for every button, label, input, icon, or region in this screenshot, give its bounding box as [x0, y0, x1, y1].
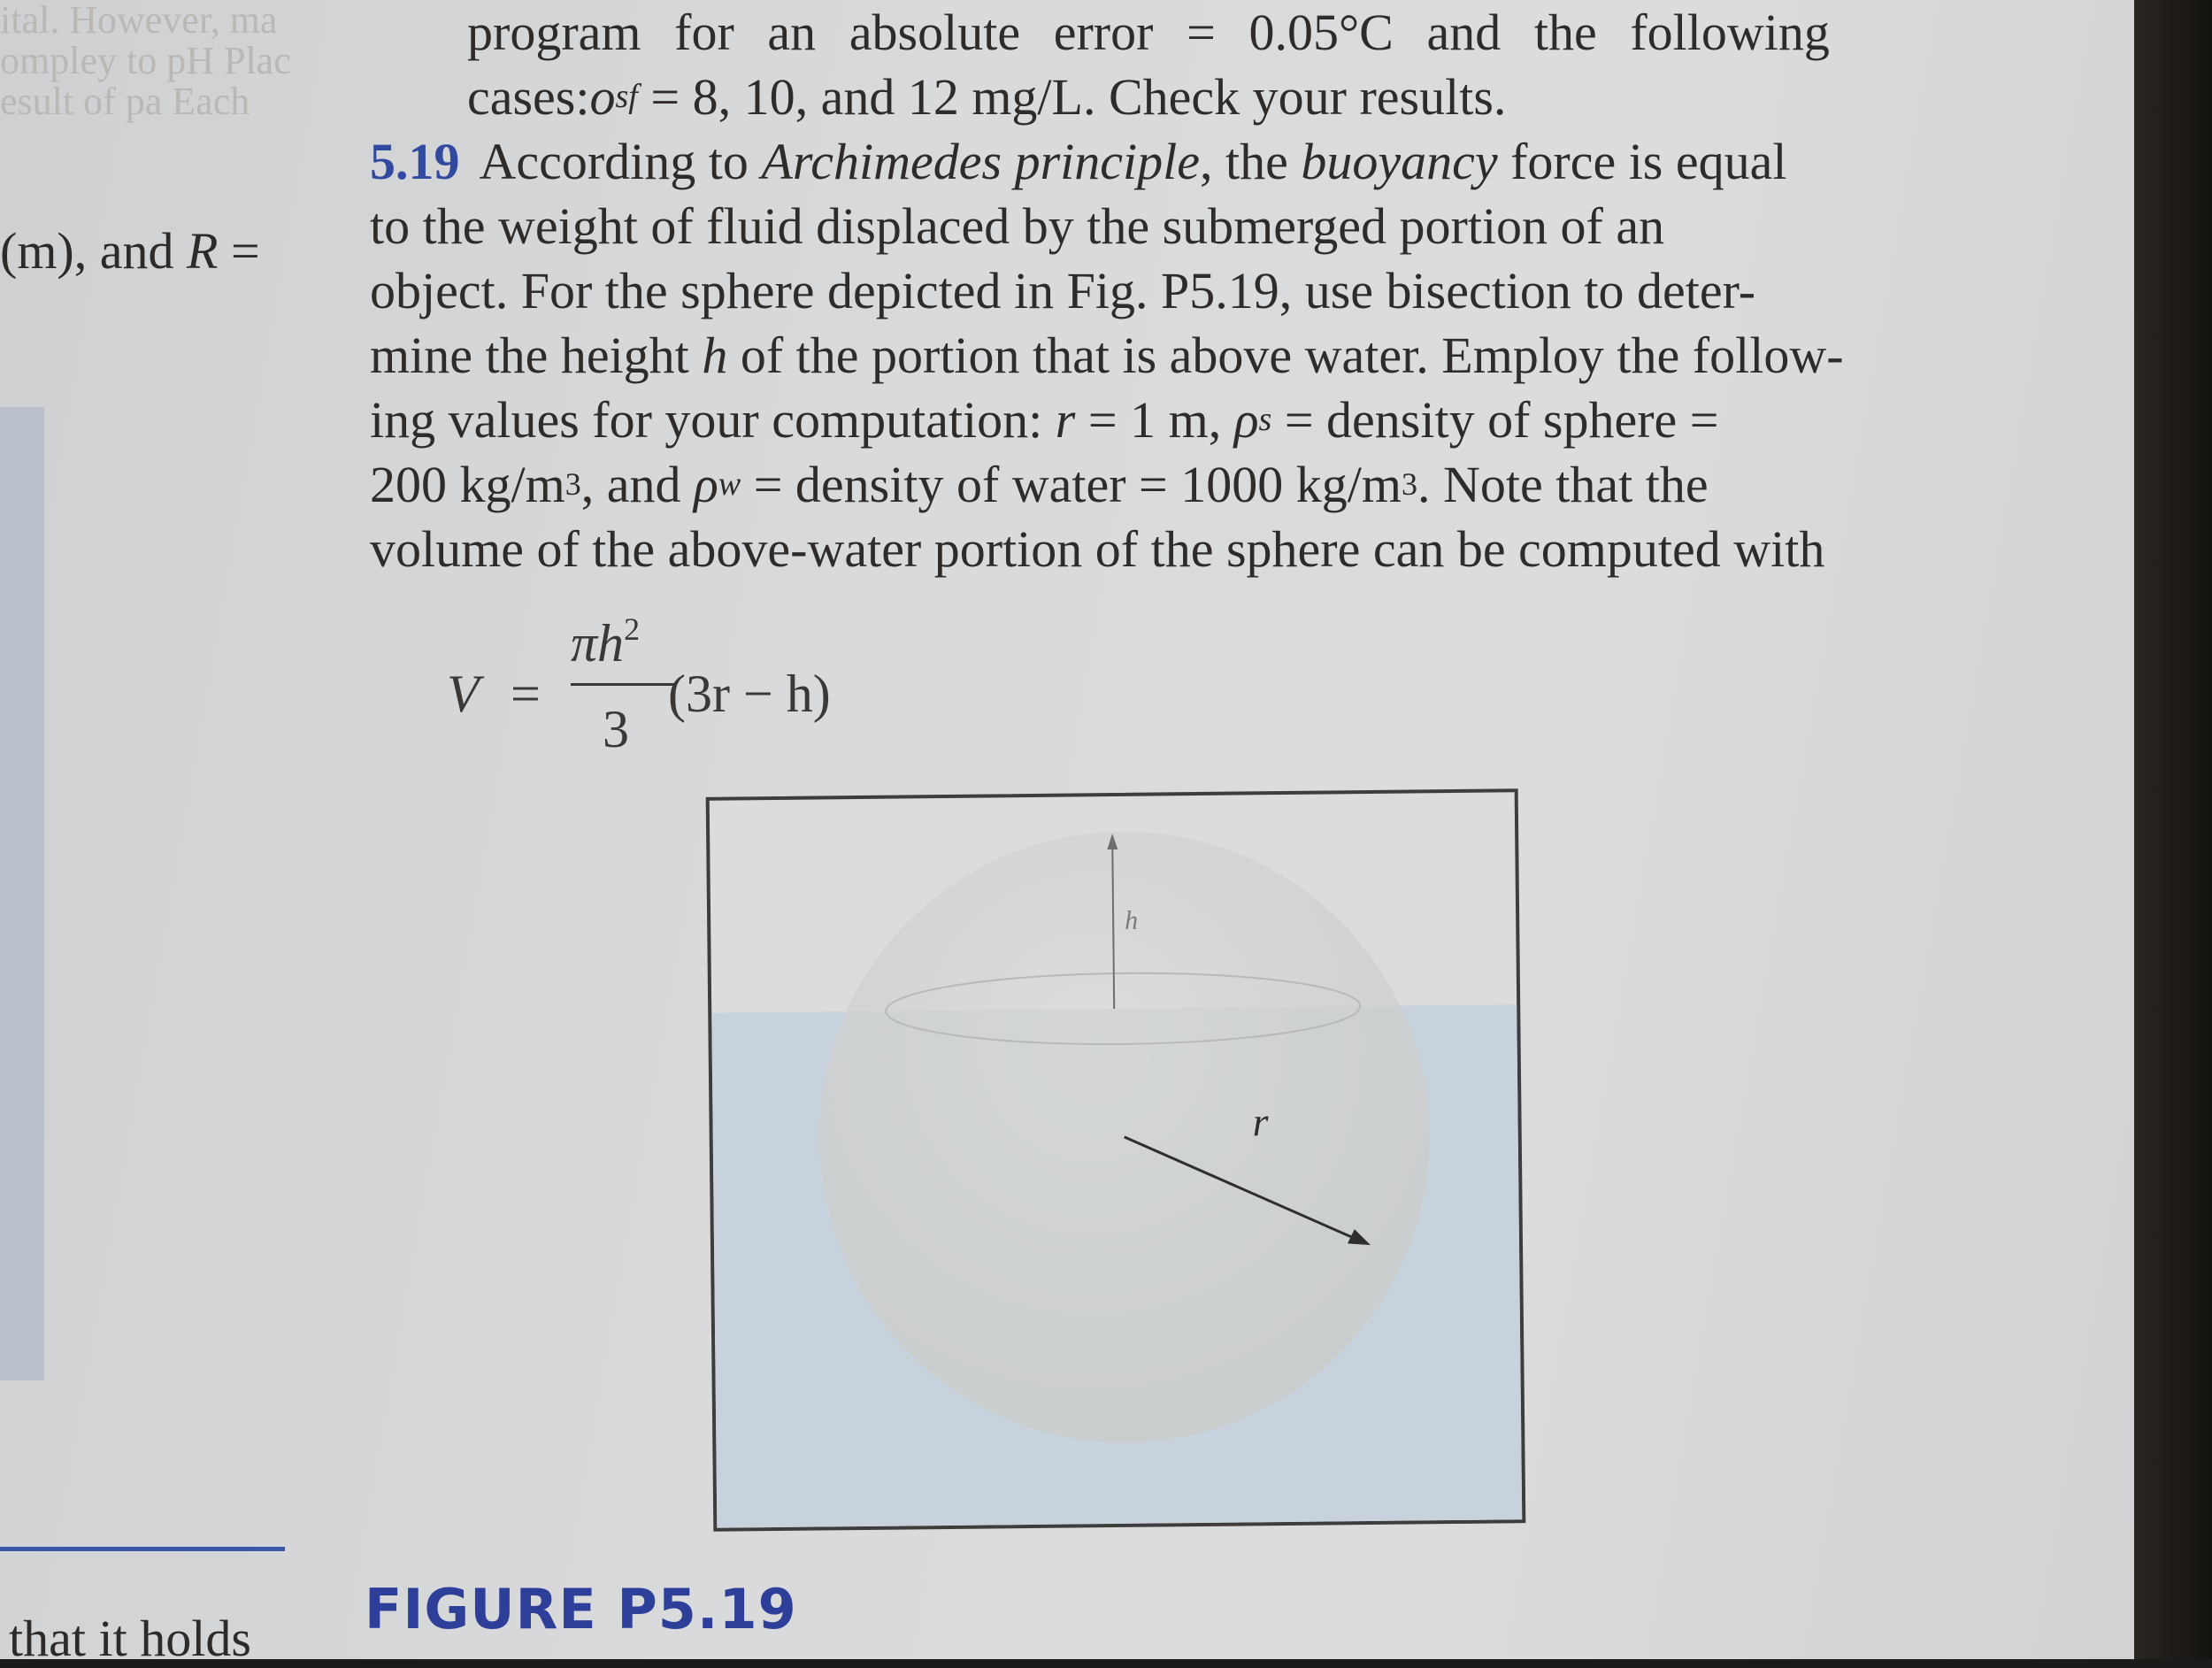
formula-denominator: 3	[603, 700, 629, 758]
faded-line: ompley to pH Plac	[0, 39, 291, 82]
prev-problem-line-2: cases: o sf = 8, 10, and 12 mg/L. Check your results.	[467, 68, 1507, 126]
problem-line-6: 200 kg/m 3 , and ρ w = density of water = 1000 kg/m 3 . Note that the	[370, 456, 1709, 513]
left-column-fragment: (m), and R =	[0, 222, 260, 280]
problem-line-1: 5.19 According to Archimedes principle , the buoyancy force is equal	[370, 129, 1830, 194]
faded-line: ital. However, ma	[0, 0, 278, 42]
problem-line-4: mine the height h of the portion that is above water. Employ the follow-	[370, 327, 1844, 384]
figure-caption: FIGURE P5.19	[365, 1577, 797, 1641]
fraction-bar	[571, 683, 677, 686]
label-r: r	[1252, 1099, 1269, 1145]
formula-equals: =	[511, 665, 541, 723]
sphere-diagram	[710, 792, 1523, 1527]
problem-line-2: to the weight of fluid displaced by the submerged portion of an	[370, 197, 1665, 255]
left-column-rule	[0, 1547, 285, 1551]
prev-problem-line-1: program for an absolute error = 0.05°C and the following	[467, 4, 1830, 61]
faded-line: esult of pa Each	[0, 80, 250, 123]
margin-blue-band	[0, 407, 44, 1380]
faded-margin-text	[0, 0, 292, 159]
page-edge-shadow	[2134, 0, 2212, 1659]
volume-formula	[447, 611, 978, 770]
problem-line-5: ing values for your computation: r = 1 m, ρ s = density of sphere =	[370, 391, 1719, 449]
label-h: h	[1124, 905, 1139, 935]
formula-factor: (3r − h)	[668, 665, 831, 723]
problem-number: 5.19	[370, 133, 460, 190]
formula-numerator: $\pi h^2$	[571, 611, 641, 673]
formula-lhs: V	[447, 665, 480, 723]
problem-line-3: object. For the sphere depicted in Fig. P5.19, use bisection to deter-	[370, 262, 1756, 319]
figure-frame	[706, 788, 1526, 1532]
problem-line-7: volume of the above-water portion of the sphere can be computed with	[370, 520, 1825, 578]
left-column-bottom-text: that it holds	[9, 1610, 251, 1667]
problem-text-column	[370, 0, 1844, 581]
